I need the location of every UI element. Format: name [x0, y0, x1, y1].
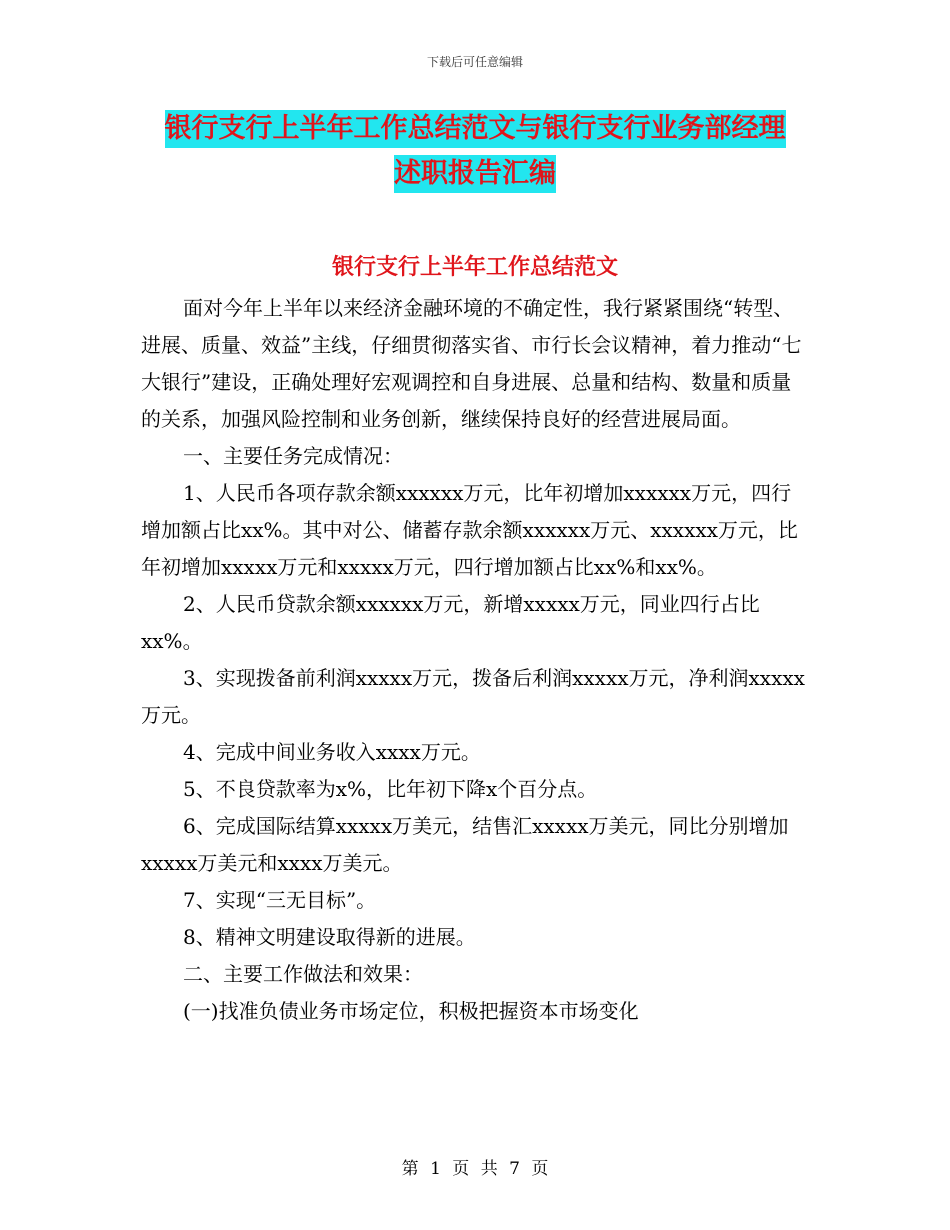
section-heading-2: 二、主要工作做法和效果： [183, 962, 423, 986]
document-title-line-2 [0, 160, 950, 187]
intro-paragraph: 面对今年上半年以来经济金融环境的不确定性，我行紧紧围绕“转型、进展、质量、效益”主线，仔细贯彻落实省、市行长会议精神，着力推动“七大银行”建设，正确处理好宏观调控和自身进展、总量和结构、数量和质量的关系，加强风险控制和业务创新，继续保持良好的经营进展局面。 [141, 296, 802, 431]
title-highlight-2: 述职报告汇编 [394, 155, 556, 193]
list-item-3: 3、实现拨备前利润xxxxx万元，拨备后利润xxxxx万元，净利润xxxxx万元。 [141, 666, 805, 727]
list-item-7: 7、实现“三无目标”。 [183, 888, 377, 912]
list-item-2: 2、人民币贷款余额xxxxxx万元，新增xxxxx万元，同业四行占比xx%。 [141, 592, 760, 653]
document-title-line-1 [0, 115, 950, 142]
list-item-8: 8、精神文明建设取得新的进展。 [183, 925, 476, 949]
page-number-footer: 第 1 页 共 7 页 [401, 1159, 549, 1179]
section-heading-1: 一、主要任务完成情况： [183, 444, 403, 468]
document-body [141, 290, 811, 1030]
list-item-1: 1、人民币各项存款余额xxxxxx万元，比年初增加xxxxxx万元，四行增加额占比xx%。其中对公、储蓄存款余额xxxxxx万元、xxxxxx万元，比年初增加xxxxx万元和xxxxx万元，四行增加额占比xx%和xx%。 [141, 481, 798, 579]
page-header-note: 下载后可任意编辑 [426, 55, 523, 69]
list-item-4: 4、完成中间业务收入xxxx万元。 [183, 740, 481, 764]
subsection-heading: (一)找准负债业务市场定位，积极把握资本市场变化 [183, 999, 639, 1023]
list-item-5: 5、不良贷款率为x%，比年初下降x个百分点。 [183, 777, 598, 801]
section-title: 银行支行上半年工作总结范文 [331, 254, 618, 280]
title-highlight-1: 银行支行上半年工作总结范文与银行支行业务部经理 [165, 110, 786, 148]
list-item-6: 6、完成国际结算xxxxx万美元，结售汇xxxxx万美元，同比分别增加xxxxx万美元和xxxx万美元。 [141, 814, 789, 875]
